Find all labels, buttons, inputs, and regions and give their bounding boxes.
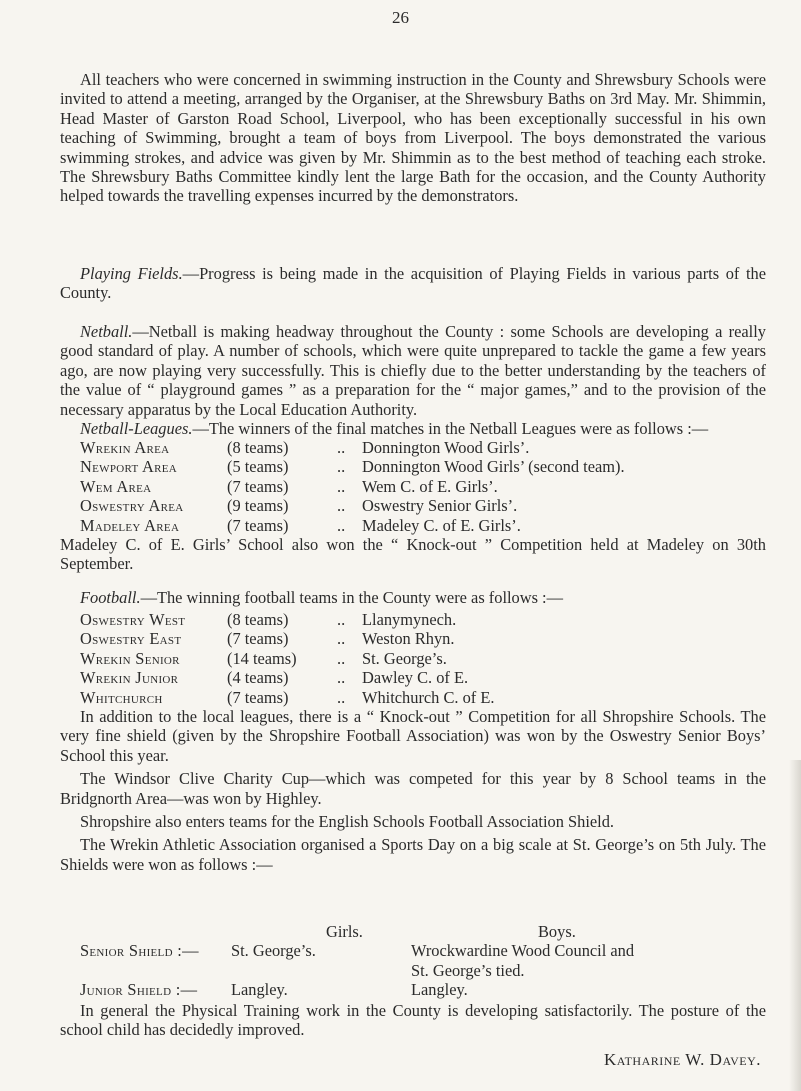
leader-dots: ..	[337, 668, 346, 688]
senior-shield-boys: Wrockwardine Wood Council and	[411, 941, 635, 961]
league-area: Newport Area	[80, 457, 178, 477]
netball-text: —Netball is making headway throughout the County : some Schools are developing a really good standard of play. A number of schools, which were quite unprepared to tackle the game a few years ago, are now playing very successfully. This is chiefly due to the better understanding by the teachers of the value of “ playground games ” as a preparation for the “ major games,” and to the provision of the necessary apparatus by the Local Education Authority.	[60, 322, 766, 419]
boys-header: Boys.	[538, 922, 576, 941]
league-winner: Donnington Wood Girls’.	[362, 438, 530, 457]
signature: Katharine W. Davey.	[603, 1050, 761, 1069]
junior-shield-row	[60, 980, 766, 999]
football-intro	[60, 588, 766, 607]
football-teams: (7 teams)	[227, 629, 289, 649]
league-teams: (7 teams)	[227, 476, 289, 496]
girls-header: Girls.	[326, 922, 363, 941]
football-teams: (4 teams)	[227, 668, 289, 688]
junior-shield-boys: Langley.	[411, 980, 468, 1000]
league-teams: (8 teams)	[227, 438, 289, 457]
football-heading: Football.	[80, 588, 141, 607]
football-area: Oswestry East	[80, 629, 182, 649]
swimming-section	[60, 70, 766, 206]
conclusion-section	[60, 1001, 766, 1040]
junior-shield-girls: Langley.	[231, 980, 288, 1000]
league-winner: Oswestry Senior Girls’.	[362, 496, 518, 516]
league-teams: (9 teams)	[227, 496, 289, 516]
football-area: Wrekin Junior	[80, 668, 179, 688]
leader-dots: ..	[337, 438, 346, 457]
leader-dots: ..	[337, 610, 346, 629]
playing-fields-text: —Progress is being made in the acquisition of Playing Fields in various parts of the County.	[60, 264, 766, 303]
league-teams: (7 teams)	[227, 515, 289, 535]
playing-fields-section	[60, 264, 766, 303]
table-row	[80, 438, 760, 457]
leader-dots: ..	[337, 515, 346, 535]
table-row	[80, 629, 760, 648]
football-teams: (7 teams)	[227, 687, 289, 707]
league-winner: Donnington Wood Girls’ (second team).	[362, 457, 625, 477]
netball-paragraph	[60, 322, 766, 419]
football-teams: (8 teams)	[227, 610, 289, 629]
table-row	[80, 457, 760, 476]
football-paragraph	[60, 588, 766, 607]
league-area: Wem Area	[80, 476, 152, 496]
leader-dots: ..	[337, 496, 346, 516]
page-edge-shadow	[789, 760, 801, 1091]
league-winner: Madeley C. of E. Girls’.	[362, 515, 521, 535]
senior-shield-row-cont	[60, 961, 766, 980]
page-number: 26	[392, 8, 409, 27]
leader-dots: ..	[337, 476, 346, 496]
league-area: Madeley Area	[80, 515, 180, 535]
netball-knockout-paragraph: Madeley C. of E. Girls’ School also won the “ Knock-out ” Competition held at Madeley on 30th September.	[60, 535, 766, 574]
conclusion-paragraph: In general the Physical Training work in the County is developing satisfactorily. The posture of the school child has decidedly improved.	[60, 1001, 766, 1040]
table-row	[80, 668, 760, 687]
football-table	[80, 610, 760, 707]
swimming-paragraph: All teachers who were concerned in swimming instruction in the County and Shrewsbury Schools were invited to attend a meeting, arranged by the Organiser, at the Shrewsbury Baths on 3rd May. Mr. Shimmin, Head Master of Garston Road School, Liverpool, who has been exceptionally successful in his own teaching of Swimming, brought a team of boys from Liverpool. The boys demonstrated the various swimming strokes, and advice was given by Mr. Shimmin as to the best method of teaching each stroke. The Shrewsbury Baths Committee kindly lent the large Bath for the occasion, and the County Authority helped towards the travelling expenses incurred by the demonstrators.	[60, 70, 766, 206]
sports-day-paragraph: The Wrekin Athletic Association organised a Sports Day on a big scale at St. George’s on 5th July. The Shields were won as follows :—	[60, 835, 766, 874]
table-row	[80, 649, 760, 668]
league-area: Wrekin Area	[80, 438, 170, 457]
playing-fields-paragraph	[60, 264, 766, 303]
football-knockout-paragraph: In addition to the local leagues, there is a “ Knock-out ” Competition for all Shropshire Schools. The very fine shield (given by the Shropshire Football Association) was won by the Oswestry Senior Boys’ School this year.	[60, 707, 766, 765]
shields-table	[60, 922, 766, 1000]
table-row	[80, 688, 760, 707]
senior-shield-row	[60, 941, 766, 960]
senior-shield-boys-cont: St. George’s tied.	[411, 960, 525, 980]
football-winner: Llanymynech.	[362, 610, 457, 629]
senior-shield-girls: St. George’s.	[231, 941, 316, 961]
football-area: Oswestry West	[80, 610, 186, 629]
windsor-clive-paragraph: The Windsor Clive Charity Cup—which was competed for this year by 8 School teams in the Bridgnorth Area—was won by Highley.	[60, 769, 766, 808]
football-teams: (14 teams)	[227, 648, 297, 668]
league-winner: Wem C. of E. Girls’.	[362, 476, 498, 496]
netball-leagues-heading: Netball-Leagues.	[80, 419, 193, 438]
netball-knockout	[60, 535, 766, 574]
league-teams: (5 teams)	[227, 457, 289, 477]
netball-leagues-table	[80, 438, 760, 535]
league-area: Oswestry Area	[80, 496, 184, 516]
table-row	[80, 477, 760, 496]
english-schools-paragraph: Shropshire also enters teams for the English Schools Football Association Shield.	[80, 812, 615, 832]
leader-dots: ..	[337, 687, 346, 707]
table-row	[80, 610, 760, 629]
football-intro-text: —The winning football teams in the County were as follows :—	[140, 588, 564, 607]
junior-shield-label: Junior Shield :—	[80, 980, 198, 1000]
football-details	[60, 707, 766, 874]
playing-fields-heading: Playing Fields.	[80, 264, 183, 283]
netball-leagues-paragraph	[60, 419, 766, 438]
netball-heading: Netball.	[80, 322, 133, 341]
football-winner: Whitchurch C. of E.	[362, 687, 495, 707]
football-winner: Weston Rhyn.	[362, 629, 455, 649]
leader-dots: ..	[337, 629, 346, 649]
table-row	[80, 516, 760, 535]
leader-dots: ..	[337, 457, 346, 477]
football-area: Whitchurch	[80, 687, 163, 707]
netball-leagues-intro-text: —The winners of the final matches in the Netball Leagues were as follows :—	[192, 419, 709, 438]
netball-section	[60, 322, 766, 419]
shields-header-row	[60, 922, 766, 941]
senior-shield-label: Senior Shield :—	[80, 941, 199, 961]
netball-leagues-intro	[60, 419, 766, 438]
football-winner: St. George’s.	[362, 648, 447, 668]
football-winner: Dawley C. of E.	[362, 668, 469, 688]
leader-dots: ..	[337, 648, 346, 668]
football-area: Wrekin Senior	[80, 648, 180, 668]
table-row	[80, 496, 760, 515]
